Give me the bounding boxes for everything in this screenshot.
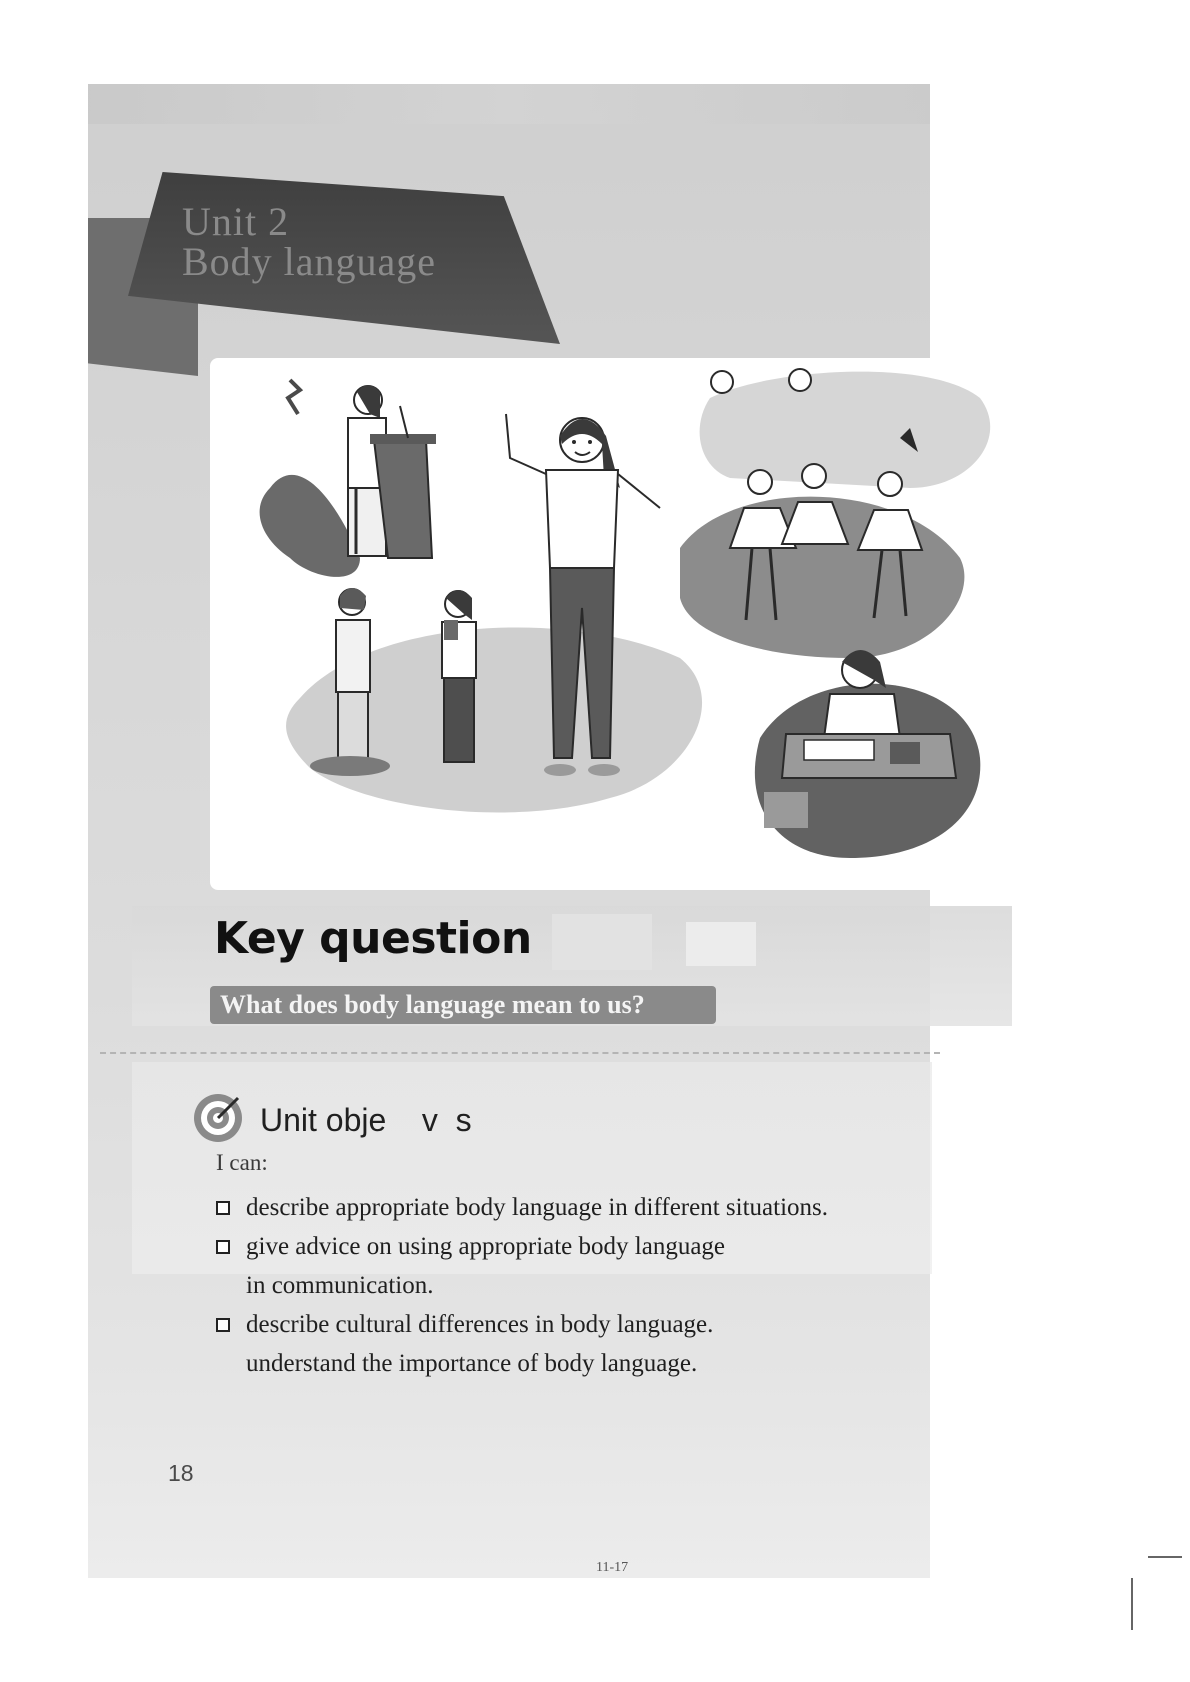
checkbox-icon[interactable] [216, 1201, 230, 1215]
unit-title-line2: Body language [182, 239, 437, 284]
objectives-intro: I can: [216, 1150, 268, 1175]
section-divider [100, 1052, 940, 1054]
unit-title-line1: Unit 2 [182, 199, 290, 244]
page-number: 18 [168, 1460, 194, 1486]
scan-artifact [552, 914, 652, 970]
objective-item [216, 1188, 828, 1227]
checkbox-icon[interactable] [216, 1318, 230, 1332]
checkbox-icon[interactable] [216, 1240, 230, 1254]
scan-artifact [686, 922, 756, 966]
objectives-list [216, 1188, 828, 1383]
key-question-heading: Key question [214, 913, 532, 964]
objective-text: describe cultural differences in body language. [246, 1311, 714, 1338]
objective-item [216, 1266, 828, 1305]
unit-illustration [210, 358, 1010, 890]
key-question-text: What does body language mean to us? [220, 990, 645, 1019]
illustration-scenes [210, 358, 1010, 890]
top-scan-band [88, 84, 930, 124]
objective-item [216, 1305, 828, 1344]
objective-item [216, 1344, 828, 1383]
objective-text: give advice on using appropriate body language [246, 1233, 726, 1260]
margin-mark [1148, 1556, 1182, 1558]
objective-item [216, 1227, 828, 1266]
objectives-title: Unit obje v s [260, 1102, 472, 1138]
margin-mark [1131, 1578, 1133, 1630]
target-icon [192, 1092, 244, 1144]
unit-title [182, 199, 437, 284]
footer-code: 11-17 [596, 1560, 629, 1575]
objective-text: describe appropriate body language in different situations. [246, 1194, 828, 1221]
objective-text: in communication. [246, 1272, 434, 1299]
objective-text: understand the importance of body language. [246, 1350, 698, 1377]
